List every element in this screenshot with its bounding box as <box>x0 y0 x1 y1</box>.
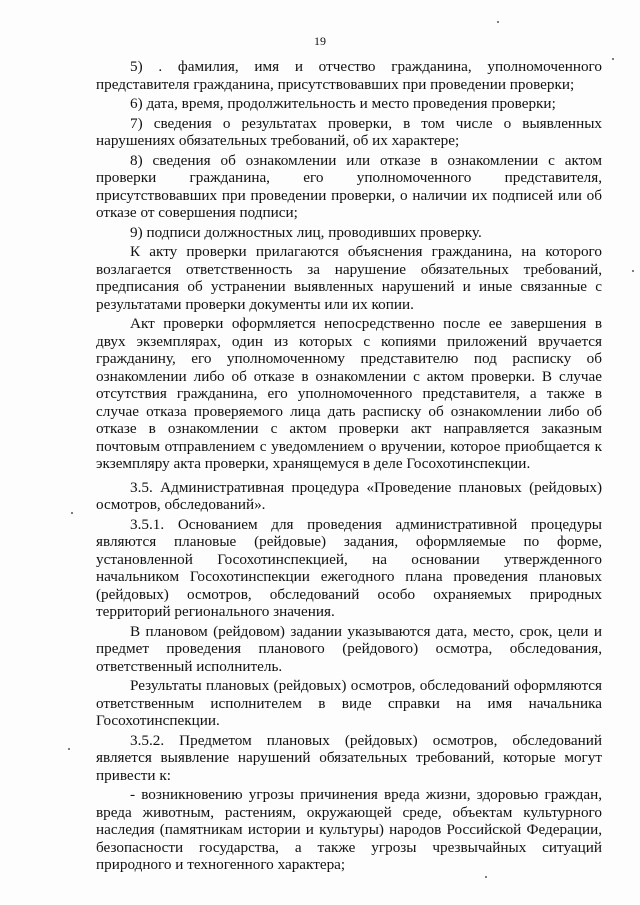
scan-speck <box>71 512 73 514</box>
paragraph-item-8: 8) сведения об ознакомлении или отказе в ознакомлении с актом проверки гражданина, его уполномоченного представителя, присутствовавших при проведении проверки, о наличии их подписей или об отказе от совершения подписи; <box>96 151 602 221</box>
page-number: 19 <box>314 34 326 48</box>
section-3-5-heading: 3.5. Административная процедура «Проведение плановых (рейдовых) осмотров, обследований». <box>96 478 602 513</box>
paragraph-attachments: К акту проверки прилагаются объяснения гражданина, на которого возлагается ответственность за нарушение обязательных требований, предписания об устранении выявленных нарушений и иные связанные с результатами проверки документы или их копии. <box>96 243 602 313</box>
paragraph-item-6: 6) дата, время, продолжительность и место проведения проверки; <box>130 95 556 112</box>
paragraph-results: Результаты плановых (рейдовых) осмотров, обследований оформляются ответственным исполнителем в виде справки на имя начальника Госохотинспекции. <box>96 677 602 729</box>
scan-speck <box>497 21 499 23</box>
paragraph-item-9: 9) подписи должностных лиц, проводивших проверку. <box>130 223 482 241</box>
document-body <box>96 58 602 876</box>
scan-speck <box>485 876 487 878</box>
paragraph-act-execution: Акт проверки оформляется непосредственно после ее завершения в двух экземплярах, один из которых с копиями приложений вручается гражданину, его уполномоченному представителю под расписку об ознакомлении либо об отказе в ознакомлении с актом проверки. В случае отсутствия гражданина, его уполномоченного представителя, а также в случае отказа проверяемого лица дать расписку об ознакомлении либо об отказе в ознакомлении с актом проверки акт направляется заказным почтовым отправлением с уведомлением о вручении, которое приобщается к экземпляру акта проверки, хранящемуся в деле Госохотинспекции. <box>96 315 602 472</box>
paragraph-task-contents: В плановом (рейдовом) задании указываются дата, место, срок, цели и предмет проведения планового (рейдового) осмотра, обследования, ответственный исполнитель. <box>96 622 602 675</box>
scan-speck <box>632 270 634 272</box>
paragraph-threat-list-item: - возникновению угрозы причинения вреда жизни, здоровью граждан, вреда животным, растениям, окружающей среде, объектам культурного наследия (памятникам истории и культуры) народов Российской Федерации, безопасности государства, а также угрозы чрезвычайных ситуаций природного и техногенного характера; <box>96 786 602 873</box>
paragraph-3-5-2: 3.5.2. Предметом плановых (рейдовых) осмотров, обследований является выявление нарушений обязательных требований, которые могут привести к: <box>96 731 602 784</box>
scan-speck <box>68 748 70 750</box>
paragraph-3-5-1: 3.5.1. Основанием для проведения административной процедуры являются плановые (рейдовые) задания, оформляемые по форме, установленной Госохотинспекцией, на основании утвержденного начальником Госохотинспекции ежегодного плана проведения плановых (рейдовых) осмотров, обследований особо охраняемых природных территорий регионального значения. <box>96 515 602 620</box>
scan-speck <box>612 58 614 60</box>
paragraph-item-5: 5) . фамилия, имя и отчество гражданина, уполномоченного представителя гражданина, присутствовавших при проведении проверки; <box>96 58 602 93</box>
paragraph-item-7: 7) сведения о результатах проверки, в том числе о выявленных нарушениях обязательных требований, об их характере; <box>96 114 602 149</box>
